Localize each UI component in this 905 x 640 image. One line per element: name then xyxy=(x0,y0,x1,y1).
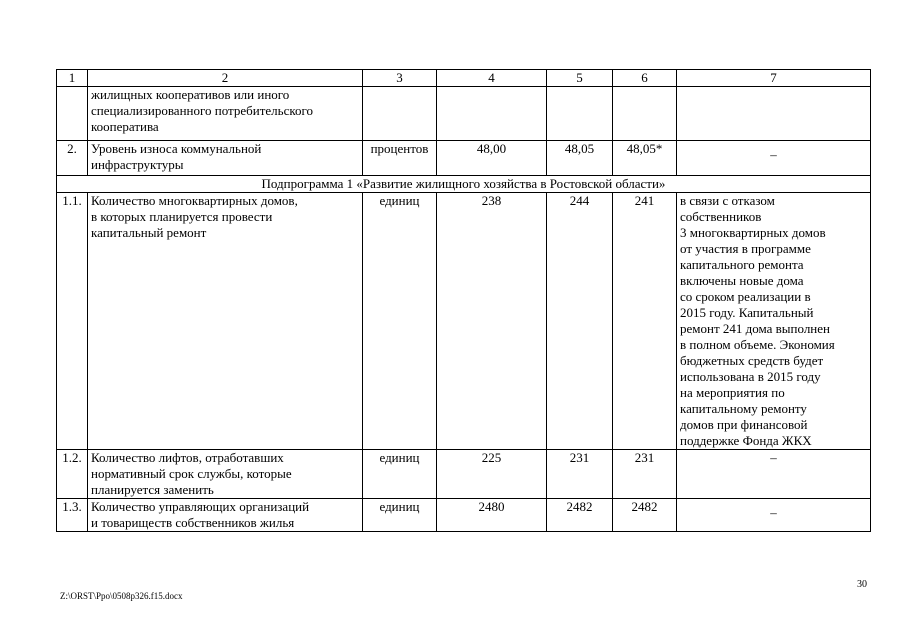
cell-unit: процентов xyxy=(363,141,437,176)
header-cell-5: 5 xyxy=(547,70,613,87)
indicators-table xyxy=(56,69,871,532)
note-line: капитальному ремонту xyxy=(680,401,807,416)
description-line: Количество многоквартирных домов, xyxy=(91,193,298,208)
note-line: домов при финансовой xyxy=(680,417,808,432)
description-line: в которых планируется провести xyxy=(91,209,273,224)
cell-num: 1.1. xyxy=(57,193,88,450)
cell-value-6: 2482 xyxy=(613,499,677,532)
cell-description xyxy=(88,193,363,450)
cell-note: – xyxy=(677,141,871,176)
note-line: 2015 году. Капитальный xyxy=(680,305,814,320)
description-line: кооператива xyxy=(91,119,159,134)
header-cell-3: 3 xyxy=(363,70,437,87)
header-cell-2: 2 xyxy=(88,70,363,87)
cell-note: – xyxy=(677,499,871,532)
note-line: ремонт 241 дома выполнен xyxy=(680,321,830,336)
note-line: в полном объеме. Экономия xyxy=(680,337,835,352)
header-cell-6: 6 xyxy=(613,70,677,87)
cell-value-4: 48,00 xyxy=(437,141,547,176)
description-line: Количество управляющих организаций xyxy=(91,499,310,514)
cell-num: 1.3. xyxy=(57,499,88,532)
note-line: капитального ремонта xyxy=(680,257,804,272)
note-line: со сроком реализации в xyxy=(680,289,811,304)
description-line: Уровень износа коммунальной xyxy=(91,141,262,156)
table-row xyxy=(57,499,871,532)
cell-value-4: 225 xyxy=(437,450,547,499)
cell-note xyxy=(677,87,871,141)
cell-unit xyxy=(363,87,437,141)
cell-unit: единиц xyxy=(363,193,437,450)
note-line: включены новые дома xyxy=(680,273,804,288)
note-line: использована в 2015 году xyxy=(680,369,821,384)
table-row xyxy=(57,450,871,499)
cell-note: – xyxy=(677,450,871,499)
description-line: инфраструктуры xyxy=(91,157,184,172)
note-line: поддержке Фонда ЖКХ xyxy=(680,433,812,448)
cell-num: 1.2. xyxy=(57,450,88,499)
note-line: от участия в программе xyxy=(680,241,811,256)
cell-value-4: 2480 xyxy=(437,499,547,532)
cell-value-6 xyxy=(613,87,677,141)
cell-description xyxy=(88,450,363,499)
note-line: собственников xyxy=(680,209,762,224)
cell-value-5: 48,05 xyxy=(547,141,613,176)
header-row xyxy=(57,70,871,87)
description-line: Количество лифтов, отработавших xyxy=(91,450,284,465)
cell-description xyxy=(88,499,363,532)
cell-value-5: 2482 xyxy=(547,499,613,532)
cell-value-5: 231 xyxy=(547,450,613,499)
cell-value-6: 48,05* xyxy=(613,141,677,176)
table-row-continuation xyxy=(57,87,871,141)
subprogram-title: Подпрограмма 1 «Развитие жилищного хозяйства в Ростовской области» xyxy=(57,176,871,193)
description-line: планируется заменить xyxy=(91,482,214,497)
note-line: 3 многоквартирных домов xyxy=(680,225,826,240)
description-line: нормативный срок службы, которые xyxy=(91,466,292,481)
cell-unit: единиц xyxy=(363,499,437,532)
note-line: в связи с отказом xyxy=(680,193,775,208)
cell-note xyxy=(677,193,871,450)
cell-value-4: 238 xyxy=(437,193,547,450)
cell-unit: единиц xyxy=(363,450,437,499)
description-line: специализированного потребительского xyxy=(91,103,314,118)
cell-value-5: 244 xyxy=(547,193,613,450)
description-line: капитальный ремонт xyxy=(91,225,207,240)
table-row xyxy=(57,193,871,450)
page-number: 30 xyxy=(857,579,867,590)
note-line: бюджетных средств будет xyxy=(680,353,824,368)
cell-value-6: 241 xyxy=(613,193,677,450)
cell-num xyxy=(57,87,88,141)
description-line: жилищных кооперативов или иного xyxy=(91,87,290,102)
subprogram-row xyxy=(57,176,871,193)
cell-value-6: 231 xyxy=(613,450,677,499)
cell-value-4 xyxy=(437,87,547,141)
header-cell-1: 1 xyxy=(57,70,88,87)
cell-value-5 xyxy=(547,87,613,141)
table-row xyxy=(57,141,871,176)
file-path: Z:\ORST\Ppo\0508p326.f15.docx xyxy=(60,591,183,601)
description-line: и товариществ собственников жилья xyxy=(91,515,295,530)
cell-description xyxy=(88,141,363,176)
cell-num: 2. xyxy=(57,141,88,176)
header-cell-4: 4 xyxy=(437,70,547,87)
note-line: на мероприятия по xyxy=(680,385,785,400)
header-cell-7: 7 xyxy=(677,70,871,87)
cell-description xyxy=(88,87,363,141)
